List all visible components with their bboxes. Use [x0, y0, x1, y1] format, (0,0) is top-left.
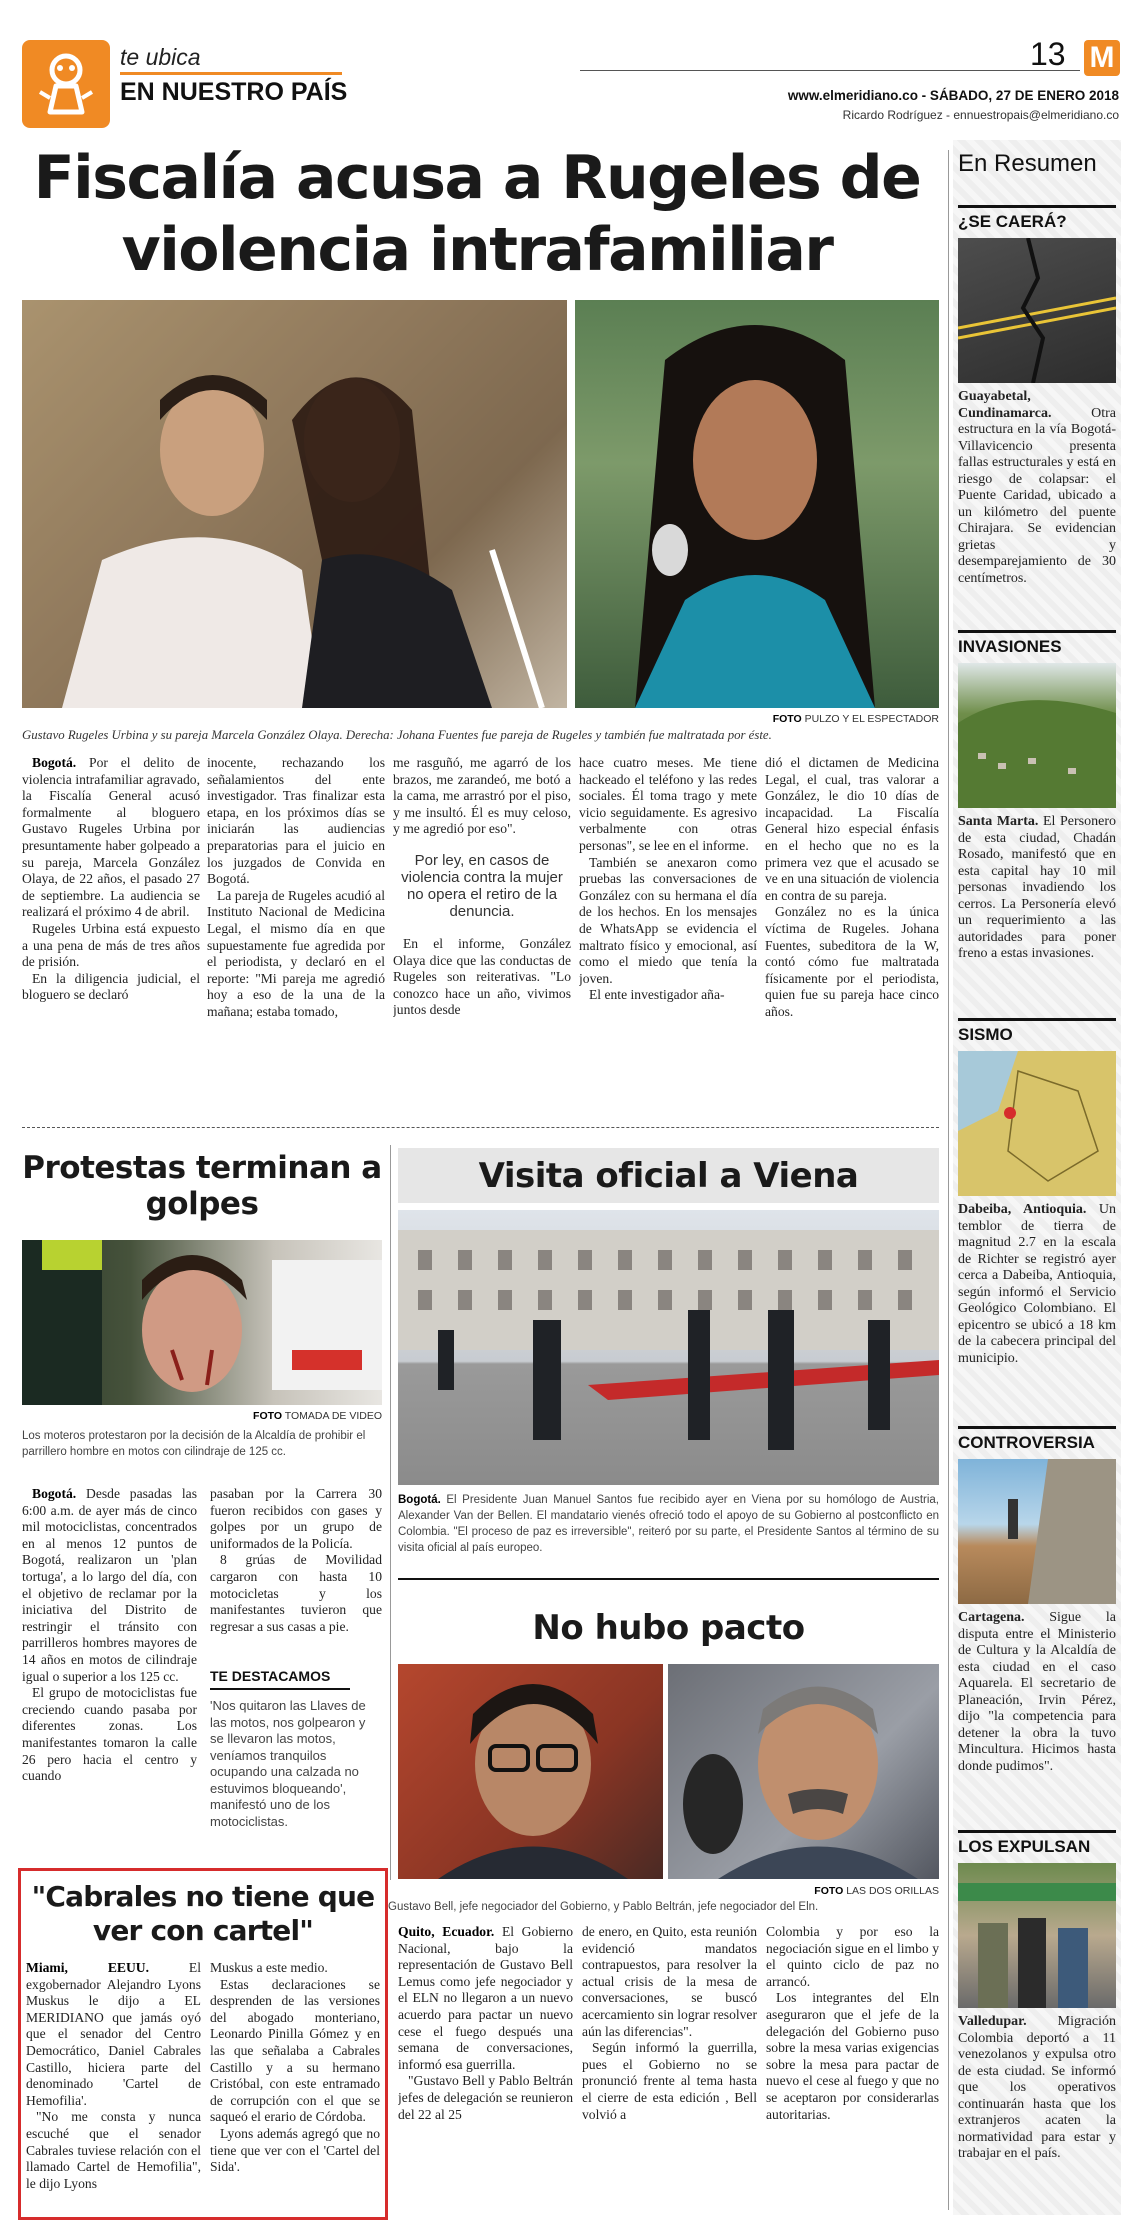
bulb-mascot-icon [22, 40, 110, 128]
highlight-rule [210, 1688, 350, 1690]
main-col-1: Bogotá. Por el delito de violencia intrafamiliar agravado, la Fiscalía General acusó formalmente al bloguero Gustavo Rugeles Urbina por presuntamente haber golpeado a su pareja, Marcela González Olaya, de 22 años, el pasado 27 de septiembre. La audiencia se realizará el próximo 4 de abril. Rugeles Urbina está expuesto a una pena de más de tres años de prisión. En la diligencia judicial, el bloguero se declaró [22, 755, 200, 1003]
bell-portrait-photo [398, 1664, 663, 1879]
viena-caption: Bogotá. El Presidente Juan Manuel Santos fue recibido ayer en Viena por su homólogo de Austria, Alexander Van der Bellen. El mandatario vienés ofreció todo el apoyo de su Gobierno al postconflicto en Colombia. "El proceso de paz es irreversible", reiteró por su parte, el Presidente Santos al término de su visita oficial al país europeo. [398, 1494, 939, 1554]
sidebar-item-text: Valledupar. Migración Colombia deportó a 11 venezolanos y expulsa otro de esta ciudad. Se informó que los operativos continuarán hasta que los extranjeros acaten la normatividad para estar y trabajar en el país. [958, 2014, 1116, 2161]
main-caption: Gustavo Rugeles Urbina y su pareja Marcela González Olaya. Derecha: Johana Fuentes fue pareja de Rugeles y también fue maltratada por éste. [22, 728, 772, 742]
main-col-4: hace cuatro meses. Me tiene hackeado el teléfono y las redes sociales. Él toma trago y mete vicio seguidamente. Es agresivo verbalmente con otras personas", se lee en el informe. También se anexaron como pruebas las conversaciones de González con su hermana el día de los hechos. En los mensajes de WhatsApp se evidencia el maltrato físico y emocional, así como el miedo que tenía la joven. El ente investigador aña- [579, 755, 757, 1003]
page-number: 13 [1030, 36, 1066, 72]
main-story-bottom-rule [22, 1127, 939, 1128]
protestas-col-2: pasaban por la Carrera 30 fueron recibidos con gases y golpes por un grupo de uniformados de la Policía. 8 grúas de Movilidad cargaron con hasta 10 motocicletas y los manifestantes tuvieron que regresar a sus casas a pie. [210, 1486, 382, 1634]
pacto-photo-credit: FOTO LAS DOS ORILLAS [814, 1885, 939, 1897]
sidebar-item-los-expulsan [958, 1830, 1116, 2163]
sidebar-title: En Resumen [958, 150, 1097, 177]
sidebar-item-head: SISMO [958, 1018, 1116, 1045]
pacto-headline: No hubo pacto [532, 1608, 805, 1648]
main-pullquote: Por ley, en casos de violencia contra la mujer no opera el retiro de la denuncia. [401, 851, 563, 920]
main-headline: Fiscalía acusa a Rugeles de violencia intrafamiliar [33, 143, 921, 285]
pacto-col-1: Quito, Ecuador. El Gobierno Nacional, bajo la representación de Gustavo Bell Lemus como jefe negociador y el ELN no llegaron a un nuevo acuerdo para pactar un nuevo cese el fuego después una semana de conversaciones, informó esa guerrilla. "Gustavo Bell y Pablo Beltrán jefes de delegación se reunieron del 22 al 25 [398, 1924, 573, 2122]
protestas-photo-credit: FOTO TOMADA DE VIDEO [253, 1410, 382, 1422]
couple-photo [22, 300, 567, 708]
main-col-2: inocente, rechazando los señalamientos del ente investigador. Tras finalizar esta etapa, en los próximos días se iniciarán las audiencias preparatorias para el juicio en los juzgados de Convida en Bogotá. La pareja de Rugeles acudió al Instituto Nacional de Medicina Legal, el mismo día en que supuestamente fue agredida por el periodista, y declaró en el reporte: "Mi pareja me agredió hoy a eso de la una de la mañana; estaba tomado, [207, 755, 385, 1019]
hillside-photo [958, 663, 1116, 808]
woman-portrait-photo [575, 300, 939, 708]
cracked-road-photo [958, 238, 1116, 383]
viena-bottom-rule [398, 1578, 939, 1580]
column-divider-left [390, 1145, 391, 1880]
sidebar-item-head: INVASIONES [958, 630, 1116, 657]
protestas-caption: Los moteros protestaron por la decisión de la Alcaldía de prohibir el parrillero hombre en motos con cilindraje de 125 cc. [22, 1430, 366, 1458]
sidebar-item-head: ¿SE CAERÁ? [958, 205, 1116, 232]
sidebar-item-text: Cartagena. Sigue la disputa entre el Ministerio de Cultura y la Alcaldía de esta ciudad en el caso Aquarela. El secretario de Planeación, Irvin Pérez, dijo "la competencia para detener la obra la tuvo Mincultura. Hicimos hasta donde pudimos". [958, 1610, 1116, 1774]
sidebar-item-sismo [958, 1018, 1116, 1367]
protestas-headline: Protestas terminan a golpes [22, 1150, 382, 1222]
sidebar-item-head: LOS EXPULSAN [958, 1830, 1116, 1857]
sidebar-item-controversia [958, 1426, 1116, 1775]
viena-headline: Visita oficial a Viena [478, 1156, 859, 1196]
cabrales-headline: "Cabrales no tiene que ver con cartel" [31, 1880, 375, 1947]
cabrales-col-2: Muskus a este medio. Estas declaraciones se desprenden de las versiones del abogado monteriano, Leonardo Pinilla Gómez y en las que señalaba a Cabrales Castillo y a su hermano Cristóbal, con este entramado de corrupción con el que se saqueó el erario de Córdoba. Lyons además agregó que no tiene que ver con el 'Cartel del Sida'. [210, 1960, 380, 2175]
vienna-ceremony-photo [398, 1210, 939, 1485]
section-kicker-big: EN NUESTRO PAÍS [120, 78, 348, 106]
deportation-photo [958, 1863, 1116, 2008]
brand-letter: M [1089, 41, 1115, 74]
protester-photo [22, 1240, 382, 1405]
main-photo-credit: FOTO PULZO Y EL ESPECTADOR [772, 713, 939, 725]
header-rule [580, 70, 1080, 71]
sidebar-item-text: Santa Marta. El Personero de esta ciudad, Chadán Rosado, manifestó que en esta capital hay 10 mil personas invadiendo los cerros. La Personería elevó un requerimiento a las autoridades para poner freno a estas invasiones. [958, 814, 1116, 961]
sidebar-item-se-caera [958, 205, 1116, 587]
pacto-col-3: Colombia y por eso la negociación sigue en el limbo y el quinto ciclo de paz no arrancó. Los integrantes del Eln aseguraron que el jefe de la delegación del Gobierno puso sobre la mesa varias exigencias sobre la mesa para pactar de nuevo el cese al fuego y que no se aceptaron por considerarlas autoritarias. [766, 1924, 939, 2122]
sidebar-divider [948, 150, 949, 2210]
sidebar-item-head: CONTROVERSIA [958, 1426, 1116, 1453]
dateline: www.elmeridiano.co - SÁBADO, 27 DE ENERO 2018 [787, 88, 1119, 103]
highlight-quote: 'Nos quitaron las Llaves de las motos, nos golpearon y se llevaron las motos, veníamos tranquilos ocupando una calzada no estuvimos bloqueando', manifestó uno de los motociclistas. [210, 1698, 366, 1829]
cabrales-col-1: Miami, EEUU. El exgobernador Alejandro Lyons Muskus le dijo a EL MERIDIANO que jamás oyó que el senador del Centro Democrático, Daniel Cabrales Castillo, hiciera parte del denominado 'Cartel de Hemofilia'. "No me consta y nunca escuché que el senador Cabrales tuviese relación con el llamado Cartel de Hemofilia", le dijo Lyons [26, 1960, 201, 2191]
brand-logo [1084, 40, 1120, 76]
sidebar-item-invasiones [958, 630, 1116, 963]
highlight-label: TE DESTACAMOS [210, 1668, 331, 1684]
beltran-portrait-photo [668, 1664, 939, 1879]
byline: Ricardo Rodríguez - ennuestropais@elmeridiano.co [842, 108, 1119, 122]
sidebar-item-text: Guayabetal, Cundinamarca. Otra estructura en la vía Bogotá-Villavicencio presenta fallas estructurales y está en riesgo de colapsar: el Puente Caridad, ubicado a un kilómetro del puente Chirajara. Se evidencian grietas y desemparejamiento de 30 centímetros. [958, 389, 1116, 586]
main-col-5: dió el dictamen de Medicina Legal, el cual, tras valorar a González, le dio 10 días de incapacidad. La Fiscalía General hizo especial énfasis en el hecho que no es la primera vez que el acusado se ve en una situación de violencia en contra de su pareja. González no es la única víctima de Rugeles. Johana Fuentes, subeditora de la W, contó cómo fue maltratada físicamente por el periodista, quien fue su pareja hace cinco años. [765, 755, 939, 1019]
pacto-col-2: de enero, en Quito, esta reunión evidenció mandatos contrapuestos, para resolver la actual crisis de la mesa de conversaciones, se buscó acercamiento sin lograr resolver aún las diferencias". Según informó la guerrilla, pues el Gobierno no se pronunció frente al tema hasta el cierre de esta edición , Bell volvió a [582, 1924, 757, 2122]
section-kicker-small: te ubica [120, 44, 201, 70]
construction-wall-photo [958, 1459, 1116, 1604]
epicenter-map [958, 1051, 1116, 1196]
main-col-3: me rasguñó, me agarró de los brazos, me zarandeó, me botó a la cama, me arrastró por el piso, y me insultó. Él es muy celoso, y me agredió por eso". Por ley, en casos de violencia contra la mujer no opera el retiro de la denuncia. En el informe, González Olaya dice que las conductas de Rugeles son reiterativas. "Lo conozco hace un año, vivimos juntos desde [393, 755, 571, 1018]
sidebar-item-text: Dabeiba, Antioquia. Un temblor de tierra de magnitud 2.7 en la escala de Richter se registró ayer cerca a Dabeiba, Antioquia, según informó el Servicio Geológico Colombiano. El epicentro se ubicó a 18 km de la cabecera principal del municipio. [958, 1202, 1116, 1366]
kicker-underline [120, 72, 342, 75]
section-logo [22, 40, 110, 128]
pacto-caption: Gustavo Bell, jefe negociador del Gobierno, y Pablo Beltrán, jefe negociador del Eln. [388, 1901, 819, 1913]
protestas-col-1: Bogotá. Desde pasadas las 6:00 a.m. de ayer más de cinco mil motociclistas, concentrados en al menos 12 puntos de Bogotá, realizaron un 'plan tortuga', a lo largo del día, con el objetivo de reclamar por la iniciativa del Distrito de restringir el tránsito con parrilleros hombres mayores de 14 años en motos de cilindraje igual o superior a los 125 cc. El grupo de motociclistas fue creciendo cuando pasaba por diferentes zonas. Los manifestantes tomaron la calle 26 pero hacia el centro y cuando [22, 1486, 197, 1784]
